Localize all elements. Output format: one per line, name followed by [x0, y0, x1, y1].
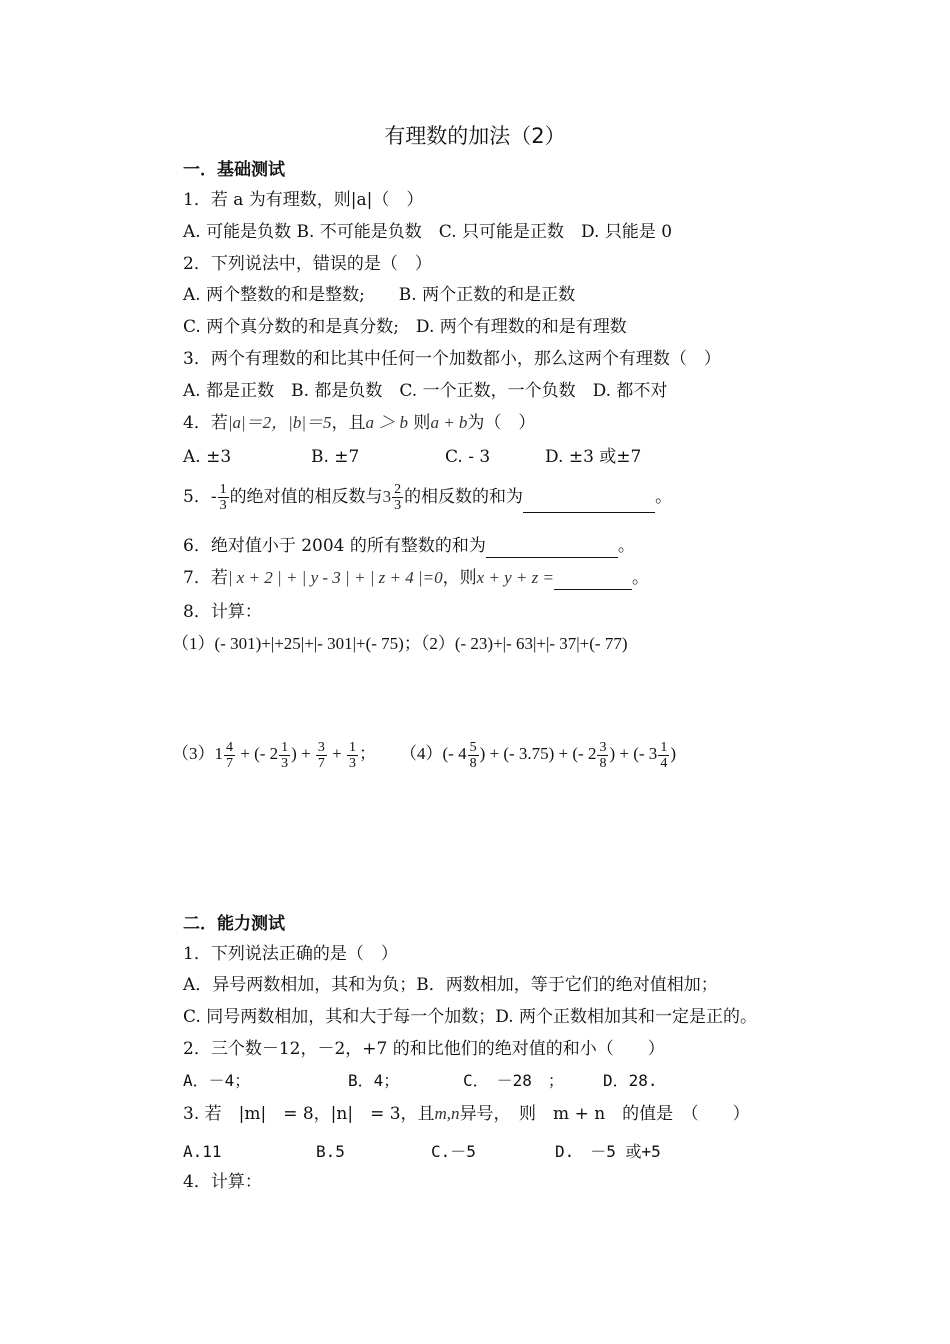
q3-options: A. 都是正数 B. 都是负数 C. 一个正数，一个负数 D. 都不对: [183, 381, 668, 401]
q5-mixed-whole: 3: [382, 487, 392, 506]
q8-problem-4: [400, 738, 676, 771]
fraction-numerator: 1: [219, 482, 227, 497]
q7-condition: | x + 2 | + | y - 3 | + | z + 4 |=0: [227, 568, 443, 587]
q4-suffix: 为（ ）: [467, 413, 536, 433]
fraction-denominator: 3: [349, 755, 357, 771]
q8-p3-fraction-3: [316, 740, 327, 771]
q5-answer-blank[interactable]: [523, 494, 655, 513]
s2-q2-option-b: B．4；: [348, 1071, 400, 1090]
q5-suffix: 的相反数的和为: [404, 487, 524, 507]
q5-fraction-one-third: [218, 482, 229, 513]
s2-q3-prefix: 3. 若 |m| = 8，|n| = 3，且: [183, 1104, 435, 1124]
s2-q1-options-cd: C. 同号两数相加，其和大于每一个加数；D. 两个正数相加其和一定是正的。: [183, 1007, 758, 1027]
q4-expression: a + b: [430, 413, 468, 432]
q8-p4-label: （4）: [400, 744, 443, 763]
q7-stem: [183, 566, 649, 590]
s2-q3-option-d: D. －5 或+5: [555, 1142, 661, 1161]
q8-p4-fraction-1: [468, 740, 479, 771]
q4-prefix: 4．若: [183, 413, 228, 433]
q8-p4-fraction-2: [597, 740, 608, 771]
fraction-numerator: 3: [599, 739, 607, 755]
q8-problem-3: [172, 738, 376, 771]
s2-q4-stem: 4．计算：: [183, 1172, 262, 1192]
s2-q2-option-d: D．28.: [603, 1071, 658, 1090]
q8-p4-seg2: ) + (- 3.75) + (- 2: [479, 744, 597, 763]
s2-q3-option-c: C.－5: [431, 1142, 476, 1161]
q5-fraction-two-thirds: [392, 482, 403, 513]
q8-p3-op3: +: [327, 744, 347, 763]
q8-p3-fraction-4: [347, 740, 358, 771]
q7-then: ，则: [442, 568, 477, 588]
q7-prefix: 7．若: [183, 568, 228, 588]
fraction-denominator: 3: [219, 498, 227, 513]
q6-end: 。: [617, 536, 635, 556]
q3-stem: 3．两个有理数的和比其中任何一个加数都小，那么这两个有理数（ ）: [183, 349, 721, 369]
fraction-numerator: 1: [349, 739, 357, 755]
q5-prefix: 5．-: [183, 487, 217, 507]
fraction-numerator: 1: [660, 739, 668, 755]
q5-mid: 的绝对值的相反数与: [229, 487, 383, 507]
fraction-numerator: 4: [226, 739, 233, 755]
q8-p3-fraction-1: [224, 740, 235, 771]
s2-q3-option-b: B.5: [316, 1142, 345, 1161]
fraction-denominator: 3: [281, 755, 289, 771]
q4-stem: [183, 411, 535, 435]
q6-text: 6．绝对值小于 2004 的所有整数的和为: [183, 536, 486, 556]
q8-p3-op1: + (- 2: [236, 744, 279, 763]
fraction-denominator: 8: [599, 755, 607, 771]
s2-q3-stem: [183, 1102, 750, 1126]
q8-stem: 8．计算：: [183, 602, 262, 622]
q7-expression: x + y + z =: [476, 568, 554, 587]
s2-q2-stem: 2．三个数－12，－2，+7 的和比他们的绝对值的和小（ ）: [183, 1039, 665, 1059]
s2-q3-suffix: 异号， 则 m + n 的值是 （ ）: [459, 1104, 750, 1124]
fraction-denominator: 7: [226, 755, 233, 771]
q4-condition-abs: |a|＝2，|b|＝5: [227, 413, 332, 432]
q4-option-a: A. ±3: [183, 447, 232, 467]
s2-q3-option-a: A.11: [183, 1142, 222, 1161]
fraction-denominator: 3: [394, 498, 402, 513]
fraction-denominator: 8: [469, 755, 477, 771]
fraction-numerator: 1: [281, 739, 289, 755]
q4-then: 则: [408, 413, 431, 433]
q2-stem: 2．下列说法中，错误的是（ ）: [183, 254, 432, 274]
q8-p4-seg3: ) + (- 3: [609, 744, 658, 763]
s2-q2-option-c: C． －28 ；: [463, 1071, 564, 1090]
q8-p3-end: ；: [359, 744, 377, 763]
s2-q2-option-a: A．－4；: [183, 1071, 251, 1090]
q6-stem: [183, 534, 635, 558]
fraction-numerator: 2: [394, 482, 402, 497]
q4-option-b: B. ±7: [311, 447, 360, 467]
q5-stem: [183, 482, 672, 513]
s2-q1-stem: 1．下列说法正确的是（ ）: [183, 944, 398, 964]
fraction-numerator: 5: [469, 739, 477, 755]
q4-option-d: D. ±3 或±7: [545, 447, 642, 467]
q8-p4-seg4: ): [670, 744, 676, 763]
s2-q1-options-ab: A．异号两数相加，其和为负；B．两数相加，等于它们的绝对值相加；: [183, 975, 718, 995]
q6-answer-blank[interactable]: [486, 539, 618, 558]
fraction-numerator: 3: [317, 739, 325, 755]
q4-mid: ，且: [331, 413, 366, 433]
fraction-denominator: 4: [660, 755, 668, 771]
q8-problems-1-2: （1）(- 301)+|+25|+|- 301|+(- 75)；（2）(- 23)+|- 63|+|- 37|+(- 77): [172, 634, 628, 653]
q2-options-cd: C. 两个真分数的和是真分数; D. 两个有理数的和是有理数: [183, 317, 627, 337]
q1-stem: 1．若 a 为有理数，则|a|（ ）: [183, 190, 424, 210]
section-heading-basic: 一．基础测试: [183, 160, 285, 180]
page-title: 有理数的加法（2）: [384, 124, 566, 148]
q1-options: A. 可能是负数 B. 不可能是负数 C. 只可能是正数 D. 只能是 0: [183, 222, 673, 242]
q7-end: 。: [631, 568, 649, 588]
s2-q3-mn: m,n: [434, 1104, 460, 1123]
q8-p3-fraction-2: [279, 740, 290, 771]
q5-end: 。: [655, 487, 673, 507]
q4-option-c: C. - 3: [445, 447, 491, 467]
section-heading-ability: 二．能力测试: [183, 914, 285, 934]
q7-answer-blank[interactable]: [554, 571, 632, 590]
q8-p3-op2: ) +: [291, 744, 315, 763]
q8-p3-whole: 1: [214, 744, 223, 763]
q2-options-ab: A. 两个整数的和是整数; B. 两个正数的和是正数: [183, 285, 576, 305]
fraction-denominator: 7: [317, 755, 325, 771]
q8-p4-fraction-3: [658, 740, 669, 771]
q4-condition-compare: a ＞ b: [365, 413, 409, 432]
q8-p4-seg1: (- 4: [442, 744, 467, 763]
q8-p3-label: （3）: [172, 744, 215, 763]
